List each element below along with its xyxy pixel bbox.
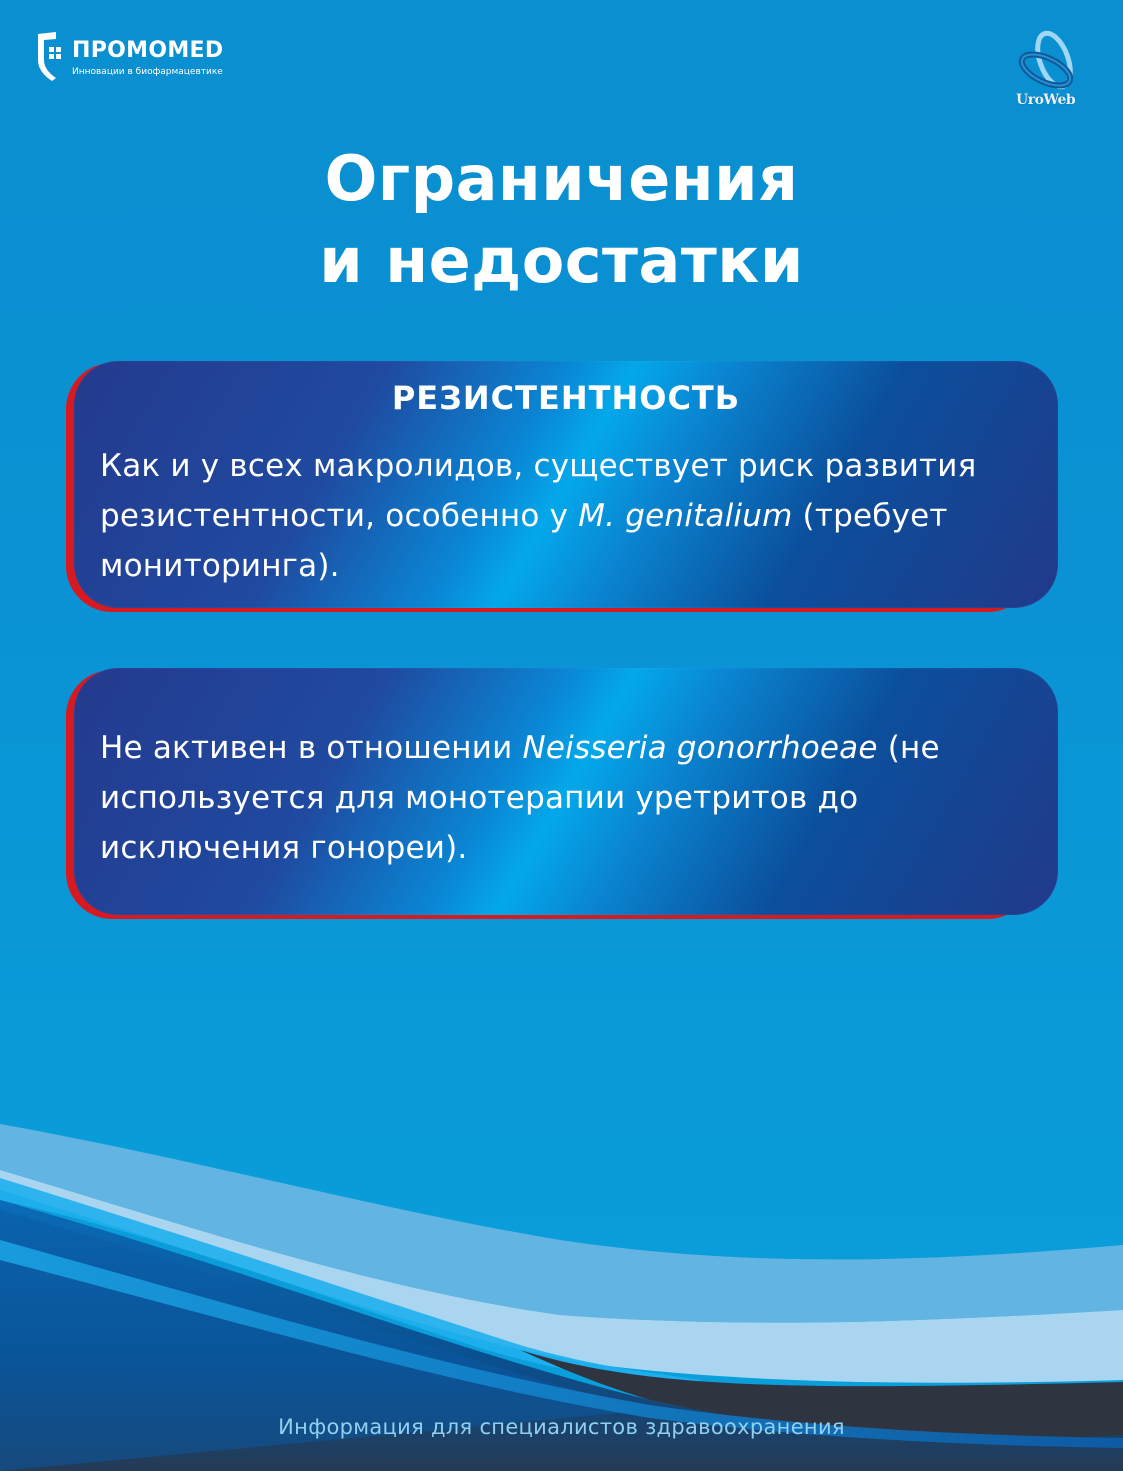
promomed-tagline: Инновации в биофармацевтике xyxy=(72,67,223,77)
card-body xyxy=(74,668,1058,915)
uroweb-rings-icon xyxy=(1010,30,1090,96)
card-text xyxy=(100,723,1028,873)
card-text-part: (требует мониторинга). xyxy=(100,498,948,584)
card-text-part: Не активен в отношении xyxy=(100,730,523,766)
limitation-card-gonorrhoeae xyxy=(66,668,1058,919)
uroweb-logo xyxy=(1010,30,1090,112)
promomed-logo xyxy=(34,30,234,82)
uroweb-wordmark: UroWeb xyxy=(1016,92,1076,108)
limitation-card-resistance xyxy=(66,361,1058,612)
card-text-part: (не используется для монотерапии уретритов до исключения гонореи). xyxy=(100,730,940,866)
footer-disclaimer: Информация для специалистов здравоохранения xyxy=(278,1415,845,1439)
promomed-name: ПРОМОМЕD xyxy=(72,38,224,63)
card-text xyxy=(100,441,1028,591)
title-line-2: и недостатки xyxy=(319,224,804,297)
card-text-species: Neisseria gonorrhoeae xyxy=(522,730,878,766)
promomed-shield-icon xyxy=(34,30,68,82)
page-title xyxy=(0,138,1123,302)
card-heading: РЕЗИСТЕНТНОСТЬ xyxy=(391,379,741,417)
card-text-part: Как и у всех макролидов, существует риск развития резистентности, особенно у xyxy=(100,448,977,534)
card-body xyxy=(74,361,1058,608)
card-text-species: M. genitalium xyxy=(578,498,793,534)
title-line-1: Ограничения xyxy=(324,142,799,215)
